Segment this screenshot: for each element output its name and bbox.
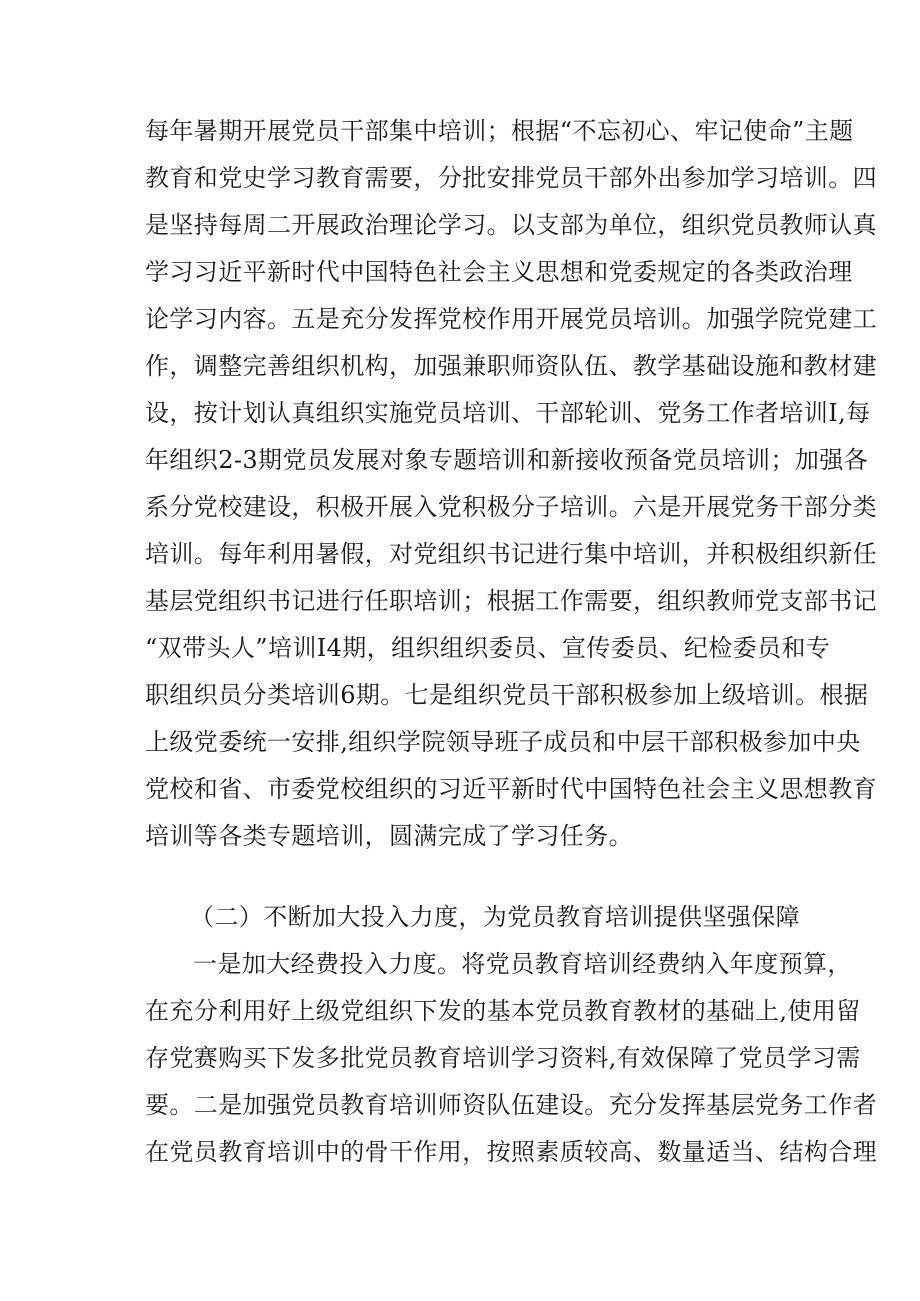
paragraph-1-line-5: 论学习内容。五是充分发挥党校作用开展党员培训。加强学院党建工 [145,305,877,333]
paragraph-1-line-16: 培训等各类专题培训，圆满完成了学习任务。 [145,822,633,850]
paragraph-1-line-9: 系分党校建设，积极开展入党积极分子培训。六是开展党务干部分类 [145,493,877,521]
paragraph-2-line-5: 在党员教育培训中的骨干作用，按照素质较高、数量适当、结构合理 [145,1138,877,1166]
paragraph-1-line-1: 每年暑期开展党员干部集中培训；根据“不忘初心、牢记使命”主题 [145,117,854,145]
section-heading: （二）不断加大投入力度，为党员教育培训提供坚强保障 [190,903,800,931]
paragraph-1-line-14: 上级党委统一安排,组织学院领导班子成员和中层干部积极参加中央 [145,728,861,756]
paragraph-2-line-1: 一是加大经费投入力度。将党员教育培训经费纳入年度预算， [193,950,852,978]
paragraph-1-line-13: 职组织员分类培训6期。七是组织党员干部积极参加上级培训。根据 [145,681,869,709]
paragraph-1-line-7: 设，按计划认真组织实施党员培训、干部轮训、党务工作者培训I,每 [145,399,871,427]
paragraph-2-line-2: 在充分利用好上级党组织下发的基本党员教育教材的基础上,使用留 [145,997,861,1025]
paragraph-1-line-15: 党校和省、市委党校组织的习近平新时代中国特色社会主义思想教育 [145,775,877,803]
paragraph-1-line-8: 年组织2-3期党员发展对象专题培训和新接收预备党员培训；加强各 [145,446,869,474]
paragraph-1-line-11: 基层党组织书记进行任职培训；根据工作需要，组织教师党支部书记 [145,587,877,615]
paragraph-1-line-12: “双带头人”培训I4期，组织组织委员、宣传委员、纪检委员和专 [145,634,831,662]
paragraph-2-line-3: 存党赛购买下发多批党员教育培训学习资料,有效保障了党员学习需 [145,1044,861,1072]
paragraph-1-line-4: 学习习近平新时代中国特色社会主义思想和党委规定的各类政治理 [145,258,853,286]
paragraph-1-line-2: 教育和党史学习教育需要，分批安排党员干部外出参加学习培训。四 [145,164,877,192]
paragraph-1-line-3: 是坚持每周二开展政治理论学习。以支部为单位，组织党员教师认真 [145,211,877,239]
paragraph-1-line-6: 作，调整完善组织机构，加强兼职师资队伍、教学基础设施和教材建 [145,352,877,380]
paragraph-2-line-4: 要。二是加强党员教育培训师资队伍建设。充分发挥基层党务工作者 [145,1091,877,1119]
paragraph-1-line-10: 培训。每年利用暑假，对党组织书记进行集中培训，并积极组织新任 [145,540,877,568]
